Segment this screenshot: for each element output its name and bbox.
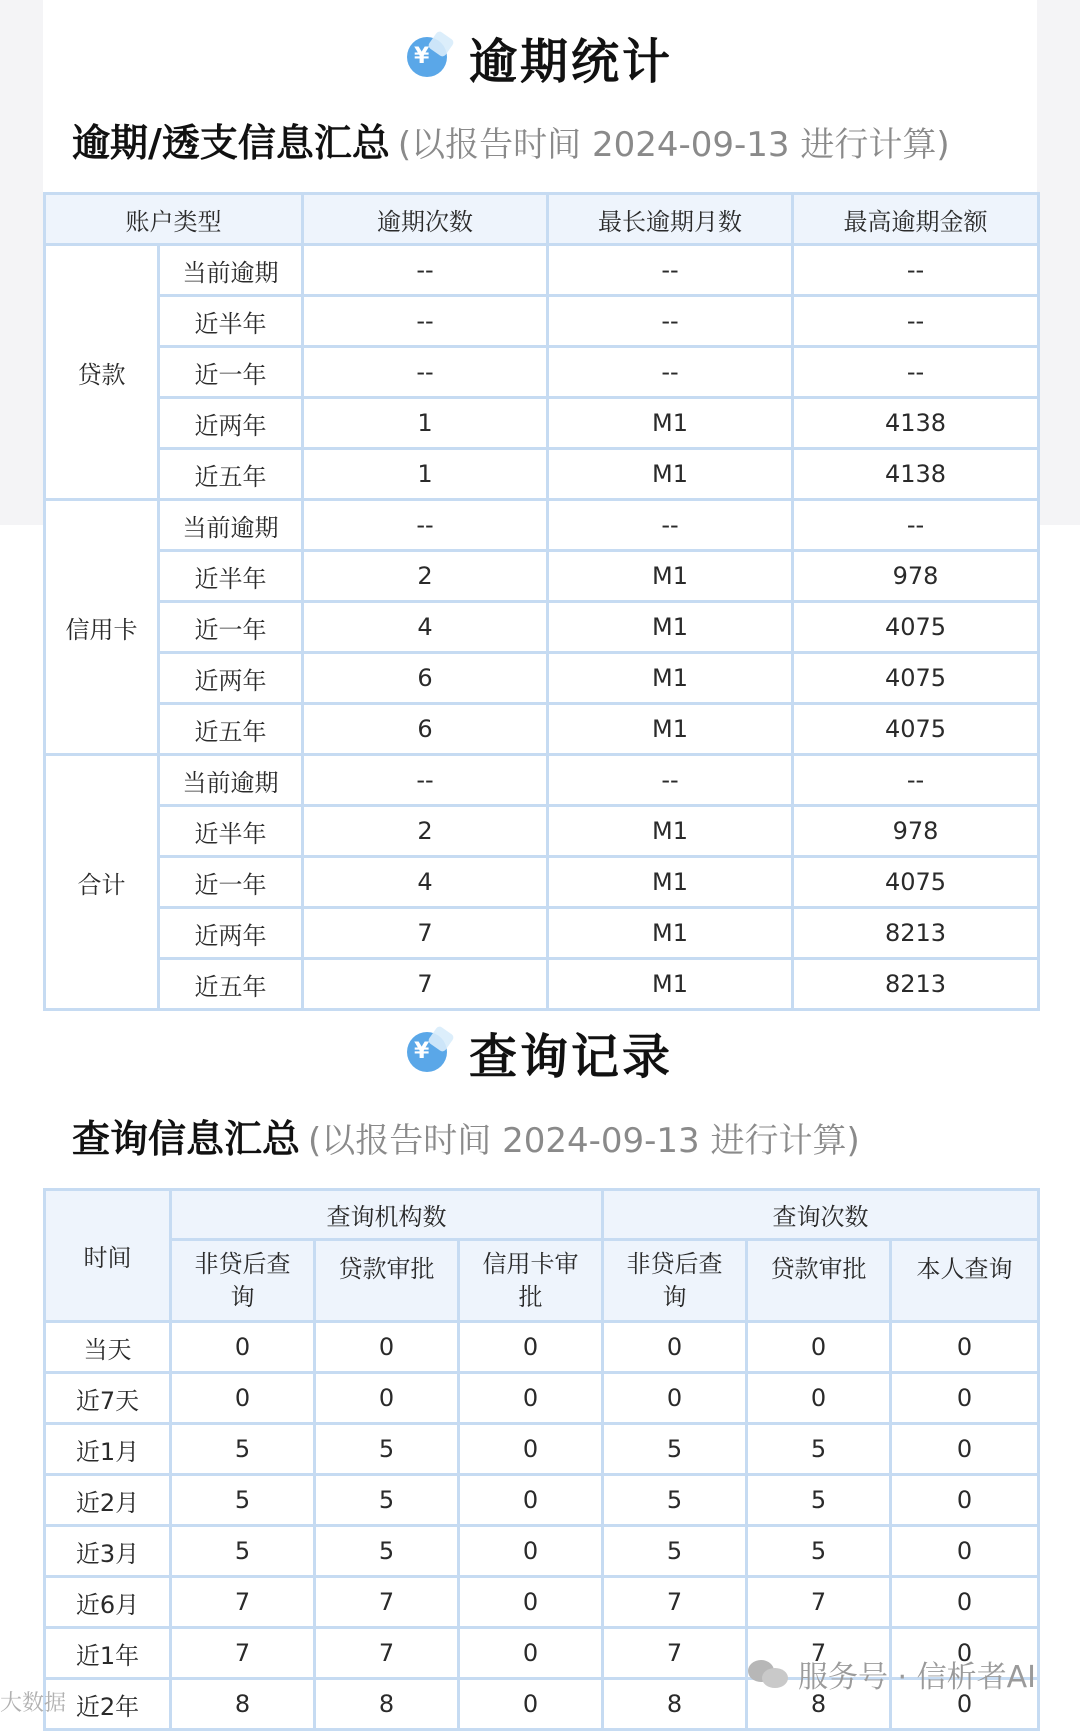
overdue-section-header — [0, 22, 1080, 92]
overdue-row — [45, 398, 1039, 449]
period-cell: 近两年 — [159, 398, 303, 449]
query-value-cell: 5 — [747, 1475, 891, 1526]
overdue-row — [45, 296, 1039, 347]
period-cell: 当前逾期 — [159, 500, 303, 551]
overdue-subtitle — [72, 112, 950, 167]
query-value-cell: 0 — [459, 1322, 603, 1373]
query-value-cell: 0 — [891, 1526, 1039, 1577]
time-cell: 近1月 — [45, 1424, 171, 1475]
query-value-cell: 5 — [171, 1475, 315, 1526]
wechat-icon — [748, 1658, 788, 1690]
subheader-inst-card-approval: 信用卡审批 — [459, 1240, 603, 1322]
overdue-row — [45, 908, 1039, 959]
period-cell: 近半年 — [159, 551, 303, 602]
query-value-cell: 5 — [171, 1424, 315, 1475]
query-row — [45, 1526, 1039, 1577]
overdue-row — [45, 551, 1039, 602]
query-section-title: 查询记录 — [468, 1028, 673, 1085]
query-value-cell: 0 — [747, 1322, 891, 1373]
query-value-cell: 8 — [603, 1679, 747, 1730]
overdue-count-cell: 2 — [303, 551, 548, 602]
overdue-count-cell: -- — [303, 755, 548, 806]
query-table — [43, 1188, 1040, 1731]
query-value-cell: 0 — [891, 1373, 1039, 1424]
subheader-count-non-post-loan: 非贷后查询 — [603, 1240, 747, 1322]
query-value-cell: 0 — [459, 1424, 603, 1475]
overdue-count-cell: -- — [303, 296, 548, 347]
query-value-cell: 0 — [891, 1322, 1039, 1373]
account-type-cell: 信用卡 — [45, 500, 159, 755]
query-value-cell: 0 — [891, 1628, 1039, 1679]
max-amount-cell: 4138 — [793, 398, 1039, 449]
overdue-count-cell: 7 — [303, 908, 548, 959]
query-value-cell: 0 — [459, 1526, 603, 1577]
time-cell: 当天 — [45, 1322, 171, 1373]
max-amount-cell: 8213 — [793, 959, 1039, 1010]
subheader-count-loan-approval: 贷款审批 — [747, 1240, 891, 1322]
query-value-cell: 0 — [459, 1679, 603, 1730]
period-cell: 当前逾期 — [159, 755, 303, 806]
max-months-cell: M1 — [548, 704, 793, 755]
query-value-cell: 8 — [315, 1679, 459, 1730]
overdue-row — [45, 449, 1039, 500]
account-type-cell: 贷款 — [45, 245, 159, 500]
period-cell: 当前逾期 — [159, 245, 303, 296]
time-cell: 近6月 — [45, 1577, 171, 1628]
overdue-count-cell: -- — [303, 245, 548, 296]
max-amount-cell: -- — [793, 755, 1039, 806]
max-amount-cell: -- — [793, 500, 1039, 551]
max-amount-cell: 4075 — [793, 857, 1039, 908]
overdue-count-cell: 6 — [303, 653, 548, 704]
period-cell: 近两年 — [159, 908, 303, 959]
query-value-cell: 0 — [603, 1322, 747, 1373]
query-subtitle-text: 查询信息汇总 — [72, 1117, 301, 1161]
max-amount-cell: -- — [793, 245, 1039, 296]
query-value-cell: 0 — [891, 1475, 1039, 1526]
overdue-note: (以报告时间 2024-09-13 进行计算) — [397, 125, 950, 165]
max-months-cell: -- — [548, 500, 793, 551]
overdue-row — [45, 959, 1039, 1010]
max-months-cell: M1 — [548, 449, 793, 500]
max-months-cell: -- — [548, 245, 793, 296]
overdue-row — [45, 500, 1039, 551]
query-value-cell: 5 — [315, 1526, 459, 1577]
period-cell: 近五年 — [159, 704, 303, 755]
query-value-cell: 0 — [891, 1679, 1039, 1730]
max-months-cell: -- — [548, 755, 793, 806]
overdue-table — [43, 192, 1040, 1011]
query-value-cell: 0 — [459, 1577, 603, 1628]
overdue-section-title: 逾期统计 — [468, 33, 673, 90]
watermark-left — [0, 1686, 66, 1717]
overdue-row — [45, 245, 1039, 296]
query-value-cell: 0 — [459, 1373, 603, 1424]
query-value-cell: 0 — [459, 1628, 603, 1679]
header-overdue-count: 逾期次数 — [303, 194, 548, 245]
max-months-cell: M1 — [548, 908, 793, 959]
max-months-cell: M1 — [548, 551, 793, 602]
query-value-cell: 0 — [747, 1373, 891, 1424]
query-value-cell: 7 — [747, 1628, 891, 1679]
max-months-cell: M1 — [548, 398, 793, 449]
max-amount-cell: 4138 — [793, 449, 1039, 500]
overdue-row — [45, 704, 1039, 755]
query-row — [45, 1424, 1039, 1475]
time-cell: 近1年 — [45, 1628, 171, 1679]
query-value-cell: 0 — [459, 1475, 603, 1526]
query-row — [45, 1577, 1039, 1628]
query-value-cell: 0 — [603, 1373, 747, 1424]
time-cell: 近3月 — [45, 1526, 171, 1577]
period-cell: 近半年 — [159, 806, 303, 857]
overdue-count-cell: 2 — [303, 806, 548, 857]
query-subtitle — [72, 1108, 860, 1163]
query-value-cell: 5 — [747, 1424, 891, 1475]
max-months-cell: M1 — [548, 806, 793, 857]
overdue-count-cell: -- — [303, 347, 548, 398]
overdue-row — [45, 755, 1039, 806]
query-value-cell: 5 — [315, 1475, 459, 1526]
query-value-cell: 7 — [315, 1628, 459, 1679]
max-amount-cell: -- — [793, 296, 1039, 347]
query-value-cell: 5 — [315, 1424, 459, 1475]
query-value-cell: 0 — [171, 1322, 315, 1373]
period-cell: 近一年 — [159, 602, 303, 653]
yen-icon: ¥ — [407, 37, 447, 77]
header-max-amount: 最高逾期金额 — [793, 194, 1039, 245]
query-value-cell: 7 — [171, 1628, 315, 1679]
query-row — [45, 1475, 1039, 1526]
header-time: 时间 — [45, 1190, 171, 1322]
query-value-cell: 0 — [315, 1322, 459, 1373]
time-cell: 近2年 — [45, 1679, 171, 1730]
query-value-cell: 7 — [603, 1628, 747, 1679]
max-amount-cell: 978 — [793, 551, 1039, 602]
max-months-cell: M1 — [548, 602, 793, 653]
watermark — [748, 1654, 1036, 1694]
max-amount-cell: 4075 — [793, 704, 1039, 755]
overdue-count-cell: 1 — [303, 398, 548, 449]
query-value-cell: 7 — [603, 1577, 747, 1628]
overdue-count-cell: 4 — [303, 602, 548, 653]
overdue-count-cell: -- — [303, 500, 548, 551]
query-value-cell: 8 — [747, 1679, 891, 1730]
header-query-counts: 查询次数 — [603, 1190, 1039, 1240]
query-value-cell: 0 — [891, 1577, 1039, 1628]
account-type-cell: 合计 — [45, 755, 159, 1010]
max-amount-cell: 4075 — [793, 602, 1039, 653]
time-cell: 近7天 — [45, 1373, 171, 1424]
overdue-count-cell: 7 — [303, 959, 548, 1010]
header-max-months: 最长逾期月数 — [548, 194, 793, 245]
query-sub-header-row — [45, 1240, 1039, 1322]
query-value-cell: 0 — [891, 1424, 1039, 1475]
query-value-cell: 7 — [315, 1577, 459, 1628]
overdue-row — [45, 602, 1039, 653]
watermark-left-text: 大数据 — [0, 1691, 67, 1716]
overdue-count-cell: 6 — [303, 704, 548, 755]
query-note: (以报告时间 2024-09-13 进行计算) — [308, 1121, 860, 1161]
query-value-cell: 8 — [171, 1679, 315, 1730]
subheader-count-self-query: 本人查询 — [891, 1240, 1039, 1322]
query-value-cell: 7 — [171, 1577, 315, 1628]
subheader-inst-non-post-loan: 非贷后查询 — [171, 1240, 315, 1322]
header-query-institutions: 查询机构数 — [171, 1190, 603, 1240]
max-amount-cell: 8213 — [793, 908, 1039, 959]
query-value-cell: 5 — [603, 1424, 747, 1475]
query-section-header — [0, 1017, 1080, 1087]
time-cell: 近2月 — [45, 1475, 171, 1526]
period-cell: 近两年 — [159, 653, 303, 704]
query-row — [45, 1373, 1039, 1424]
max-months-cell: M1 — [548, 857, 793, 908]
overdue-subtitle-text: 逾期/透支信息汇总 — [72, 121, 390, 165]
query-value-cell: 5 — [171, 1526, 315, 1577]
header-account-type: 账户类型 — [45, 194, 303, 245]
overdue-row — [45, 347, 1039, 398]
max-amount-cell: 4075 — [793, 653, 1039, 704]
overdue-count-cell: 1 — [303, 449, 548, 500]
overdue-row — [45, 806, 1039, 857]
max-amount-cell: -- — [793, 347, 1039, 398]
query-row — [45, 1322, 1039, 1373]
query-value-cell: 0 — [315, 1373, 459, 1424]
period-cell: 近五年 — [159, 959, 303, 1010]
period-cell: 近一年 — [159, 347, 303, 398]
max-months-cell: -- — [548, 296, 793, 347]
query-value-cell: 5 — [603, 1475, 747, 1526]
max-months-cell: -- — [548, 347, 793, 398]
overdue-count-cell: 4 — [303, 857, 548, 908]
period-cell: 近半年 — [159, 296, 303, 347]
query-value-cell: 5 — [747, 1526, 891, 1577]
query-value-cell: 5 — [603, 1526, 747, 1577]
subheader-inst-loan-approval: 贷款审批 — [315, 1240, 459, 1322]
max-months-cell: M1 — [548, 959, 793, 1010]
yen-icon: ¥ — [407, 1032, 447, 1072]
watermark-text: 服务号 · 信析者AI — [798, 1660, 1036, 1695]
query-value-cell: 7 — [747, 1577, 891, 1628]
overdue-row — [45, 857, 1039, 908]
period-cell: 近五年 — [159, 449, 303, 500]
max-amount-cell: 978 — [793, 806, 1039, 857]
overdue-row — [45, 653, 1039, 704]
query-value-cell: 0 — [171, 1373, 315, 1424]
max-months-cell: M1 — [548, 653, 793, 704]
period-cell: 近一年 — [159, 857, 303, 908]
query-group-header-row — [45, 1190, 1039, 1240]
overdue-header-row — [45, 194, 1039, 245]
